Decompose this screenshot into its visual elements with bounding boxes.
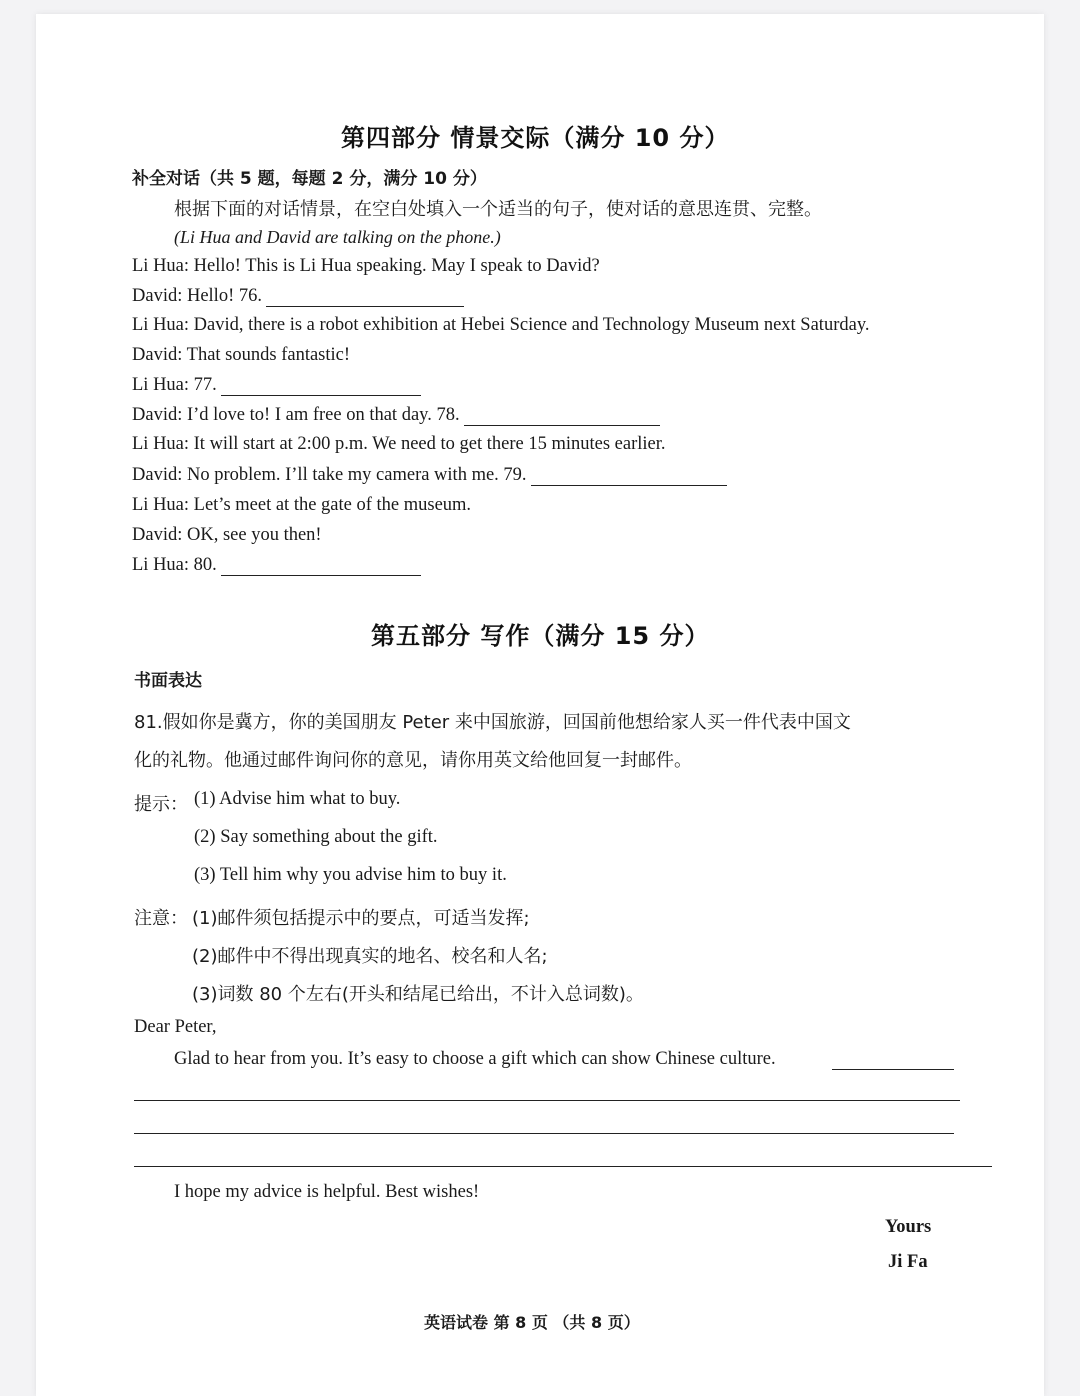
dialogue-context: (Li Hua and David are talking on the phone.)	[174, 227, 501, 247]
hint-item: (3) Tell him why you advise him to buy it.	[194, 865, 507, 885]
answer-blank-77[interactable]	[221, 377, 421, 396]
part4-instruction: 根据下面的对话情景，在空白处填入一个适当的句子，使对话的意思连贯、完整。	[174, 199, 822, 220]
exam-page	[36, 14, 1044, 1396]
letter-closing: I hope my advice is helpful. Best wishes!	[174, 1182, 480, 1202]
writing-prompt-line2: 化的礼物。他通过邮件询问你的意见，请你用英文给他回复一封邮件。	[134, 750, 692, 771]
hint-item: (1) Advise him what to buy.	[194, 789, 401, 809]
dialogue-line: Li Hua: Let’s meet at the gate of the museum.	[132, 495, 472, 515]
answer-blank-76[interactable]	[266, 288, 464, 307]
writing-line[interactable]	[134, 1133, 954, 1134]
part4-title: 第四部分 情景交际（满分 10 分）	[341, 124, 730, 152]
dialogue-line: David: OK, see you then!	[132, 525, 322, 545]
dialogue-line: Li Hua: 77.	[132, 375, 421, 396]
dialogue-line: David: Hello! 76.	[132, 286, 464, 307]
notes-label: 注意：	[134, 908, 188, 929]
page-footer: 英语试卷 第 8 页 （共 8 页）	[424, 1313, 640, 1332]
letter-signature: Ji Fa	[888, 1252, 928, 1272]
dialogue-line: David: No problem. I’ll take my camera with me. 79.	[132, 465, 727, 486]
writing-line[interactable]	[134, 1166, 992, 1167]
writing-prompt-line1: 81.假如你是冀方，你的美国朋友 Peter 来中国旅游，回国前他想给家人买一件代表中国文	[134, 712, 851, 733]
hints-label: 提示：	[134, 794, 188, 815]
writing-line[interactable]	[832, 1069, 954, 1070]
letter-opening: Glad to hear from you. It’s easy to choose a gift which can show Chinese culture.	[174, 1049, 776, 1069]
hint-item: (2) Say something about the gift.	[194, 827, 438, 847]
dialogue-line: Li Hua: It will start at 2:00 p.m. We need to get there 15 minutes earlier.	[132, 434, 666, 454]
writing-line[interactable]	[134, 1100, 960, 1101]
dialogue-line: Li Hua: Hello! This is Li Hua speaking. May I speak to David?	[132, 256, 600, 276]
part5-title: 第五部分 写作（满分 15 分）	[371, 622, 710, 650]
part4-subtitle: 补全对话（共 5 题，每题 2 分，满分 10 分）	[132, 169, 487, 189]
part5-subtitle: 书面表达	[134, 671, 202, 691]
answer-blank-80[interactable]	[221, 557, 421, 576]
letter-signoff: Yours	[885, 1217, 932, 1237]
dialogue-line: Li Hua: David, there is a robot exhibition at Hebei Science and Technology Museum next Saturday.	[132, 315, 870, 335]
answer-blank-79[interactable]	[531, 467, 727, 486]
note-item: (2)邮件中不得出现真实的地名、校名和人名;	[192, 946, 548, 967]
dialogue-line: Li Hua: 80.	[132, 555, 421, 576]
note-item: (3)词数 80 个左右(开头和结尾已给出，不计入总词数)。	[192, 984, 644, 1005]
dialogue-line: David: That sounds fantastic!	[132, 345, 351, 365]
answer-blank-78[interactable]	[464, 407, 660, 426]
dialogue-line: David: I’d love to! I am free on that day. 78.	[132, 405, 660, 426]
letter-greeting: Dear Peter,	[134, 1017, 217, 1037]
note-item: (1)邮件须包括提示中的要点，可适当发挥;	[192, 908, 530, 929]
